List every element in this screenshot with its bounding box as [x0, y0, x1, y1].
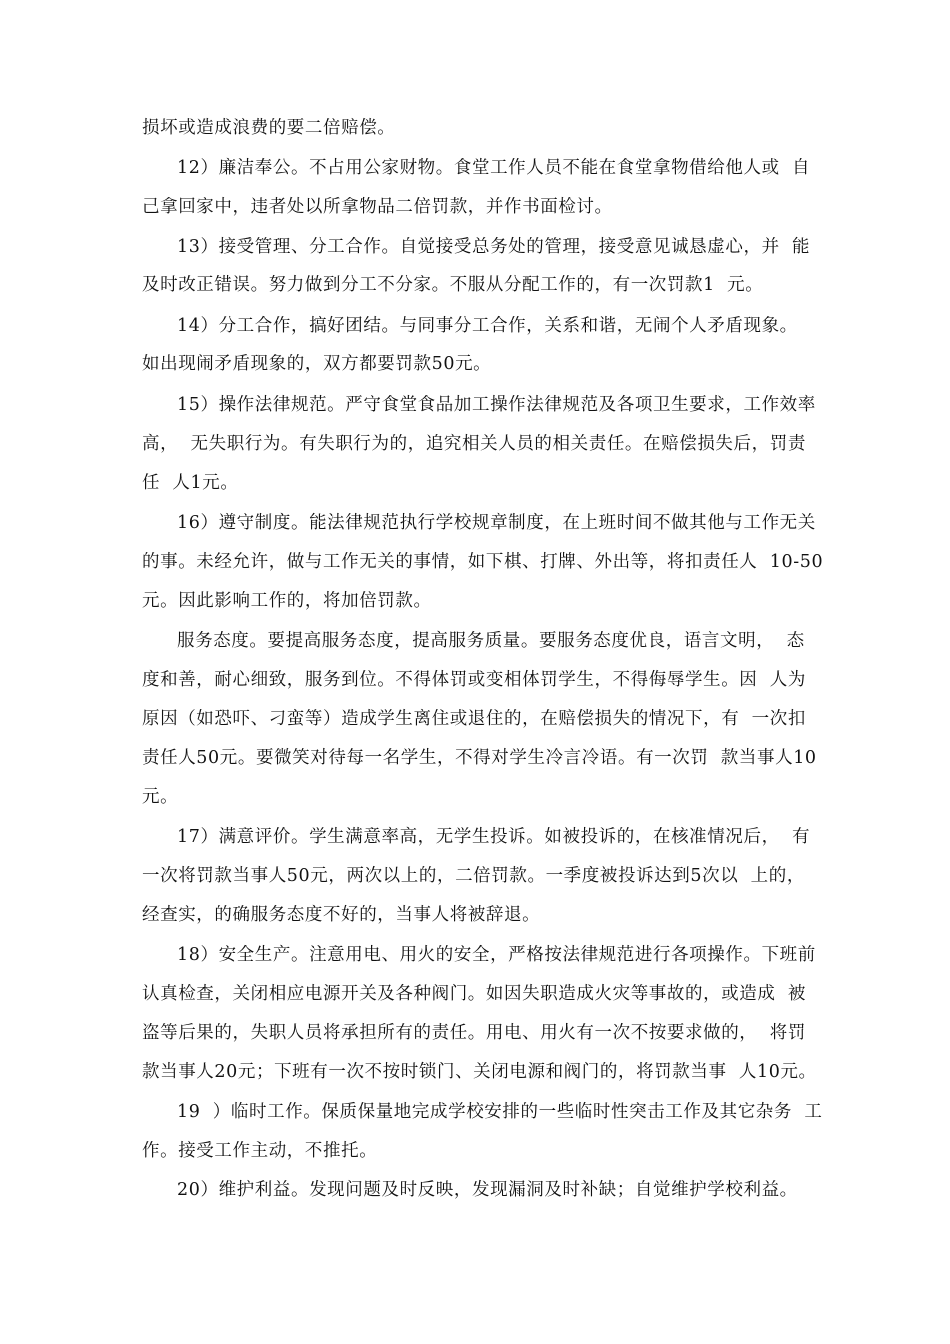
text-line: 元。 [142, 787, 179, 807]
text-line: 认真检查，关闭相应电源开关及各种阀门。如因失职造成火灾等事故的，或造成 被 [142, 984, 806, 1004]
text-line: 己拿回家中，违者处以所拿物品二倍罚款，并作书面检讨。 [142, 197, 613, 217]
text-line: 13）接受管理、分工合作。自觉接受总务处的管理，接受意见诚恳虚心，并 能 [177, 237, 811, 257]
text-line: 责任人50元。要微笑对待每一名学生，不得对学生冷言冷语。有一次罚 款当事人10 [142, 748, 817, 768]
text-line: 度和善，耐心细致，服务到位。不得体罚或变相体罚学生，不得侮辱学生。因 人为 [142, 670, 806, 690]
text-line: 款当事人20元；下班有一次不按时锁门、关闭电源和阀门的，将罚款当事 人10元。 [142, 1062, 817, 1082]
text-line: 19 ）临时工作。保质保量地完成学校安排的一些临时性突击工作及其它杂务 工 [177, 1102, 823, 1122]
text-line: 及时改正错误。努力做到分工不分家。不服从分配工作的，有一次罚款1 元。 [142, 275, 764, 295]
text-line: 16）遵守制度。能法律规范执行学校规章制度，在上班时间不做其他与工作无关 [177, 513, 816, 533]
text-line: 元。因此影响工作的，将加倍罚款。 [142, 591, 432, 611]
text-line: 高， 无失职行为。有失职行为的，追究相关人员的相关责任。在赔偿损失后，罚责 [142, 434, 806, 454]
text-line: 的事。未经允许，做与工作无关的事情，如下棋、打牌、外出等，将扣责任人 10-50 [142, 552, 824, 572]
text-line: 如出现闹矛盾现象的，双方都要罚款50元。 [142, 354, 492, 374]
text-line: 17）满意评价。学生满意率高，无学生投诉。如被投诉的，在核准情况后， 有 [177, 827, 811, 847]
text-line: 一次将罚款当事人50元，两次以上的，二倍罚款。一季度被投诉达到5次以 上的， [142, 866, 805, 886]
text-line: 服务态度。要提高服务态度，提高服务质量。要服务态度优良，语言文明， 态 [177, 631, 805, 651]
text-line: 18）安全生产。注意用电、用火的安全，严格按法律规范进行各项操作。下班前 [177, 945, 816, 965]
text-line: 盗等后果的，失职人员将承担所有的责任。用电、用火有一次不按要求做的， 将罚 [142, 1023, 806, 1043]
text-line: 20）维护利益。发现问题及时反映，发现漏洞及时补缺；自觉维护学校利益。 [177, 1180, 798, 1200]
text-line: 原因（如恐吓、刁蛮等）造成学生离住或退住的，在赔偿损失的情况下，有 一次扣 [142, 709, 806, 729]
text-line: 15）操作法律规范。严守食堂食品加工操作法律规范及各项卫生要求，工作效率 [177, 395, 816, 415]
text-line: 经查实，的确服务态度不好的，当事人将被辞退。 [142, 905, 541, 925]
text-line: 任 人1元。 [142, 473, 239, 493]
text-line: 12）廉洁奉公。不占用公家财物。食堂工作人员不能在食堂拿物借给他人或 自 [177, 158, 811, 178]
text-line: 作。接受工作主动，不推托。 [142, 1141, 378, 1161]
text-line: 14）分工合作，搞好团结。与同事分工合作，关系和谐，无闹个人矛盾现象。 [177, 316, 798, 336]
text-line: 损坏或造成浪费的要二倍赔偿。 [142, 118, 396, 138]
